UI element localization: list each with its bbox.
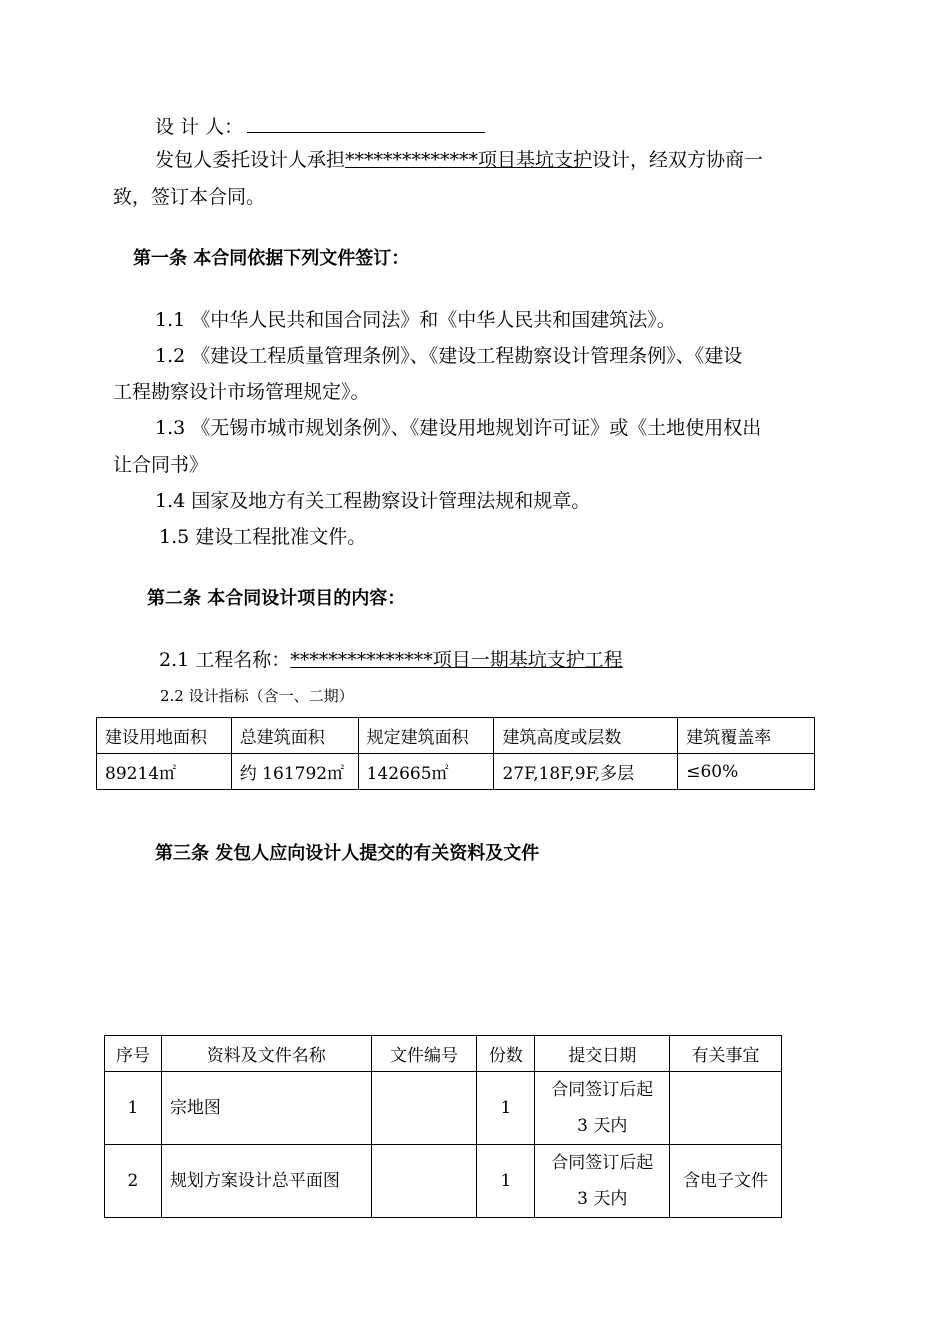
documents-header-cell: 有关事宜 <box>670 1036 782 1072</box>
documents-header-cell: 序号 <box>105 1036 162 1072</box>
doc-date <box>535 1145 670 1218</box>
intro-suffix: 设计，经双方协商一 <box>592 149 764 171</box>
documents-header-cell: 资料及文件名称 <box>161 1036 371 1072</box>
article1-item: 1.1 《中华人民共和国合同法》和《中华人民共和国建筑法》。 <box>155 309 676 331</box>
article1-item: 让合同书》 <box>113 454 209 476</box>
specs-header-row <box>97 718 815 754</box>
documents-header-cell: 文件编号 <box>371 1036 477 1072</box>
doc-code <box>371 1072 477 1145</box>
specs-header-cell: 建设用地面积 <box>97 718 232 754</box>
specs-value-row <box>97 754 815 790</box>
documents-header-row <box>105 1036 782 1072</box>
doc-date-line-2: 3 天内 <box>577 1189 628 1209</box>
documents-header-cell: 份数 <box>477 1036 535 1072</box>
doc-note <box>670 1072 782 1145</box>
documents-table <box>104 1035 782 1218</box>
specs-label: 2.2 设计指标（含一、二期） <box>160 687 354 705</box>
article3-heading: 第三条 发包人应向设计人提交的有关资料及文件 <box>155 843 540 864</box>
table-row <box>105 1072 782 1145</box>
article1-item: 1.5 建设工程批准文件。 <box>159 526 367 548</box>
specs-value-cell: 89214㎡ <box>97 754 232 790</box>
specs-header-cell: 规定建筑面积 <box>358 718 494 754</box>
intro-line-1 <box>155 148 763 172</box>
specs-header-cell: 总建筑面积 <box>231 718 358 754</box>
doc-date <box>535 1072 670 1145</box>
intro-prefix: 发包人委托设计人承担 <box>155 149 346 171</box>
doc-date-line-1: 合同签订后起 <box>551 1080 654 1100</box>
doc-note: 含电子文件 <box>670 1145 782 1218</box>
specs-value-cell: 142665㎡ <box>358 754 494 790</box>
doc-copies: 1 <box>477 1072 535 1145</box>
project-name-line <box>159 648 623 672</box>
table-row <box>105 1145 782 1218</box>
doc-code <box>371 1145 477 1218</box>
doc-copies: 1 <box>477 1145 535 1218</box>
specs-header-cell: 建筑覆盖率 <box>678 718 815 754</box>
doc-date-line-2: 3 天内 <box>577 1116 628 1136</box>
designer-blank-field[interactable] <box>247 114 485 133</box>
project-name-label: 2.1 工程名称： <box>159 649 291 671</box>
intro-project-name: **************项目基坑支护 <box>345 149 593 171</box>
specs-value-cell: 27F,18F,9F,多层 <box>494 754 678 790</box>
article1-item: 工程勘察设计市场管理规定》。 <box>113 381 370 403</box>
specs-table <box>96 717 815 790</box>
specs-header-cell: 建筑高度或层数 <box>494 718 678 754</box>
intro-line-2: 致，签订本合同。 <box>113 186 266 208</box>
doc-date-line-1: 合同签订后起 <box>551 1153 654 1173</box>
documents-header-cell: 提交日期 <box>535 1036 670 1072</box>
designer-label: 设 计 人： <box>155 116 244 138</box>
article1-heading: 第一条 本合同依据下列文件签订： <box>133 248 410 269</box>
article1-item: 1.2 《建设工程质量管理条例》、《建设工程勘察设计管理条例》、《建设 <box>155 345 743 367</box>
doc-no: 1 <box>105 1072 162 1145</box>
doc-name: 规划方案设计总平面图 <box>161 1145 371 1218</box>
article1-item: 1.4 国家及地方有关工程勘察设计管理法规和规章。 <box>155 490 591 512</box>
doc-no: 2 <box>105 1145 162 1218</box>
designer-line <box>155 114 485 139</box>
doc-name: 宗地图 <box>161 1072 371 1145</box>
article1-item: 1.3 《无锡市城市规划条例》、《建设用地规划许可证》或《土地使用权出 <box>155 417 762 439</box>
specs-value-cell: ≤60% <box>678 754 815 790</box>
project-name-value: ***************项目一期基坑支护工程 <box>290 649 623 671</box>
article2-heading: 第二条 本合同设计项目的内容： <box>147 588 406 609</box>
specs-value-cell: 约 161792㎡ <box>231 754 358 790</box>
